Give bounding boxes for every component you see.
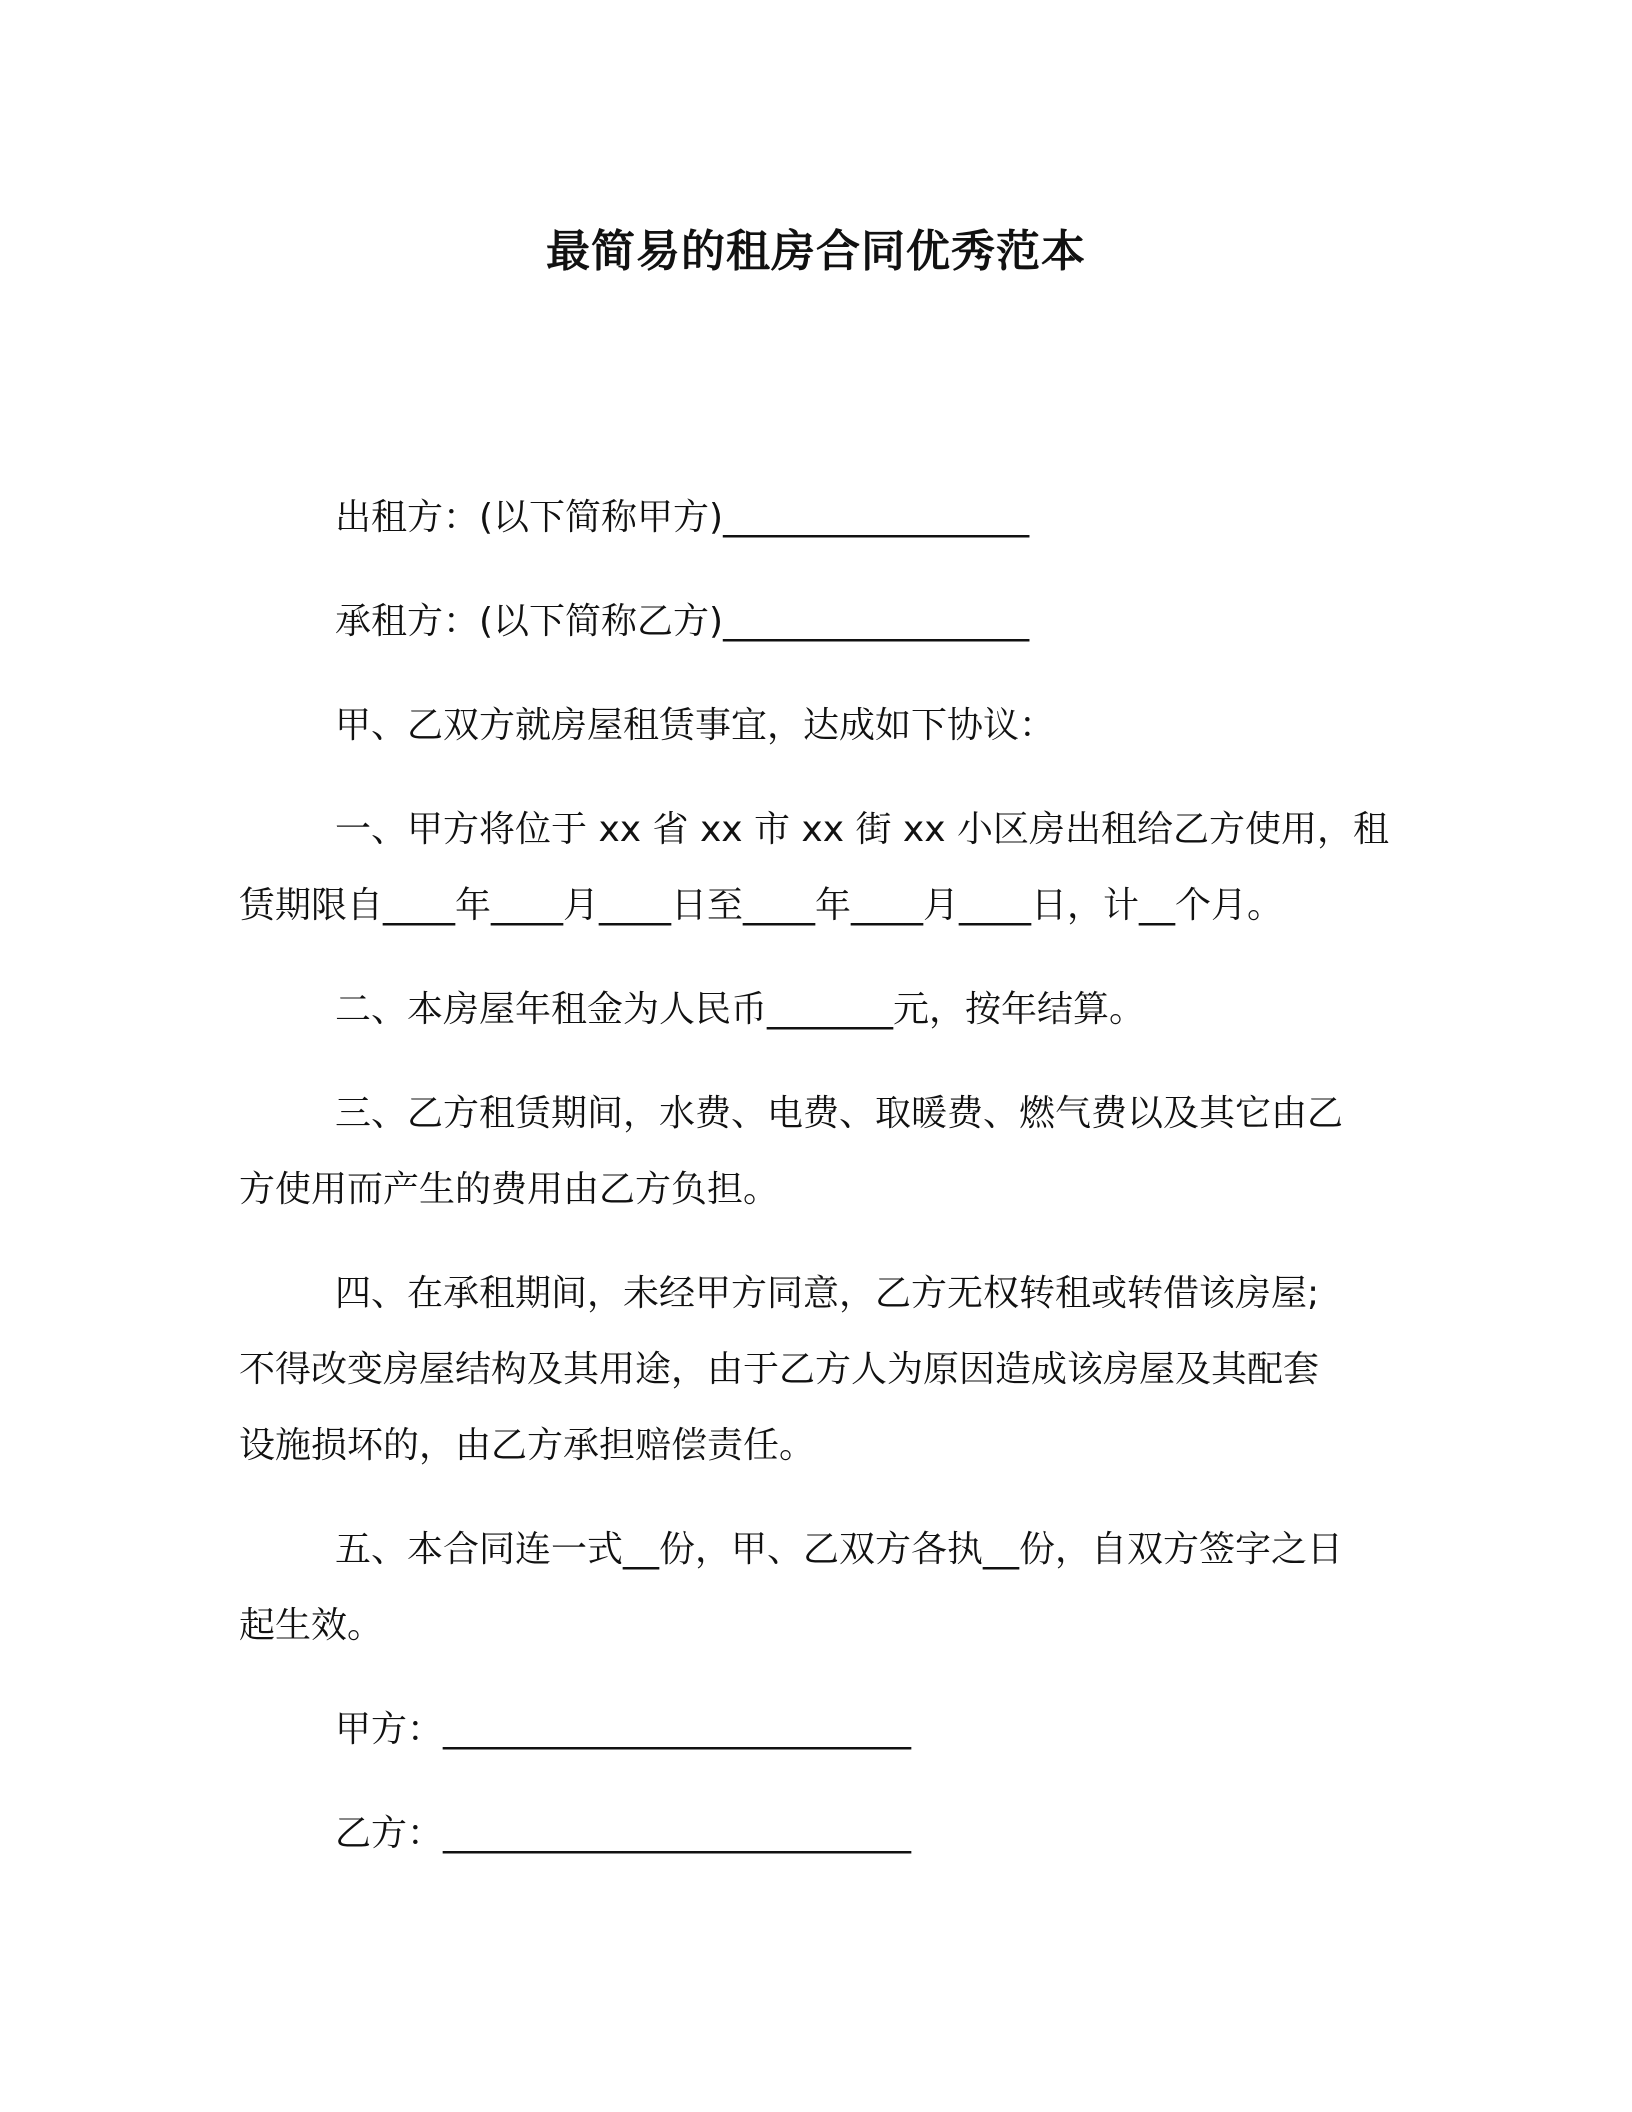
clause-3-line-1: 三、乙方租赁期间，水费、电费、取暖费、燃气费以及其它由乙 — [335, 1093, 1344, 1134]
clause-1-line-2: 赁期限自____年____月____日至____年____月____日，计__个月。 — [239, 885, 1284, 926]
lessee-line: 承租方：(以下简称乙方)_________________ — [335, 601, 1030, 642]
clause-2-line-1: 二、本房屋年租金为人民币_______元，按年结算。 — [335, 989, 1146, 1030]
clause-4-line-1: 四、在承租期间，未经甲方同意，乙方无权转租或转借该房屋; — [335, 1273, 1320, 1314]
clause-4-line-2: 不得改变房屋结构及其用途，由于乙方人为原因造成该房屋及其配套 — [239, 1349, 1320, 1390]
clause-5-line-1: 五、本合同连一式__份，甲、乙双方各执__份，自双方签字之日 — [335, 1529, 1344, 1570]
party-a-signature-line: 甲方：__________________________ — [335, 1709, 912, 1750]
document-title: 最简易的租房合同优秀范本 — [546, 226, 1086, 277]
clause-1-line-1: 一、甲方将位于 xx 省 xx 市 xx 街 xx 小区房出租给乙方使用，租 — [335, 809, 1389, 850]
clause-3-line-2: 方使用而产生的费用由乙方负担。 — [239, 1169, 780, 1210]
agreement-intro: 甲、乙双方就房屋租赁事宜，达成如下协议： — [335, 705, 1056, 746]
clause-4-line-3: 设施损坏的，由乙方承担赔偿责任。 — [239, 1425, 816, 1466]
party-b-signature-line: 乙方：__________________________ — [335, 1813, 912, 1854]
lessor-line: 出租方：(以下简称甲方)_________________ — [335, 497, 1030, 538]
clause-5-line-2: 起生效。 — [239, 1605, 384, 1646]
